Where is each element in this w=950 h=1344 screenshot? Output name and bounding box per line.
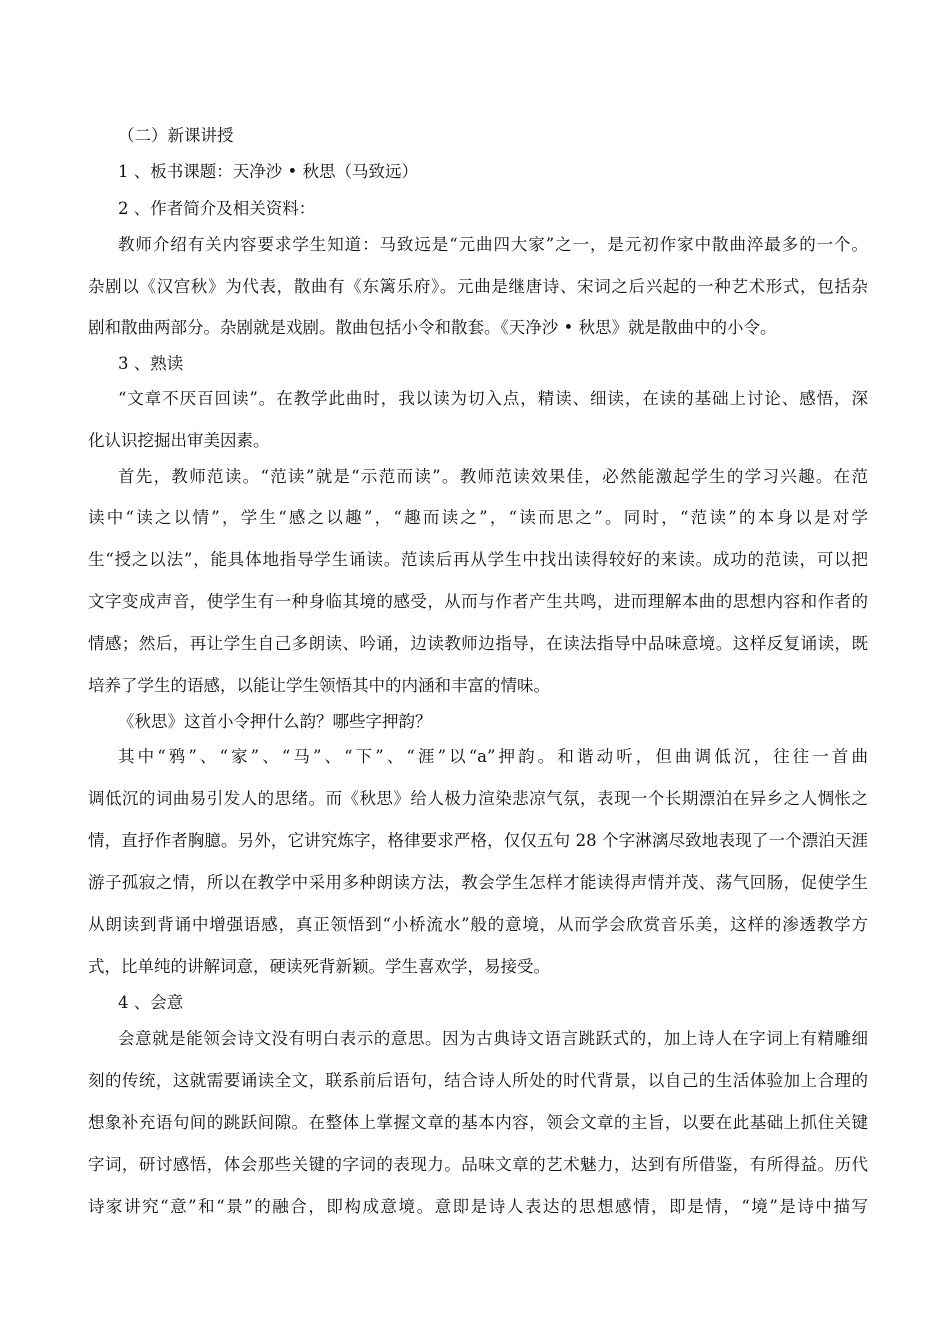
paragraph-line: 式，比单纯的讲解词意，硬读死背新颖。学生喜欢学，易接受。 — [88, 957, 550, 976]
paragraph-line: 情感；然后，再让学生自己多朗读、吟诵，边读教师边指导，在读法指导中品味意境。这样反复诵读，既 — [88, 634, 868, 653]
paragraph-line: 文字变成声音，使学生有一种身临其境的感受，从而与作者产生共鸣，进而理解本曲的思想内容和作者的 — [88, 592, 868, 611]
paragraph-line: 调低沉的词曲易引发人的思绪。而《秋思》给人极力渲染悲凉气氛，表现一个长期漂泊在异乡之人惆怅之 — [88, 789, 868, 808]
paragraph-line: 会意就是能领会诗文没有明白表示的意思。因为古典诗文语言跳跃式的，加上诗人在字词上有精雕细 — [118, 1029, 868, 1048]
paragraph-line: 读中“读之以情”，学生“感之以趣”，“趣而读之”，“读而思之”。同时，“范读”的本身以是对学 — [88, 508, 868, 527]
section-heading: （二）新课讲授 — [118, 126, 234, 145]
paragraph-line: 其中“鸦”、“家”、“马”、“下”、“涯”以“a”押韵。和谐动听，但曲调低沉，往往一首曲 — [118, 747, 868, 766]
paragraph-line: 化认识挖掘出审美因素。 — [88, 431, 270, 450]
paragraph-line: 杂剧以《汉宫秋》为代表，散曲有《东篱乐府》。元曲是继唐诗、宋词之后兴起的一种艺术形式，包括杂 — [88, 277, 868, 296]
paragraph-line: 剧和散曲两部分。杂剧就是戏剧。散曲包括小令和散套。《天净沙 • 秋思》就是散曲中的小令。 — [88, 318, 777, 337]
paragraph-line: 字词，研讨感悟，体会那些关键的字词的表现力。品味文章的艺术魅力，达到有所借鉴，有所得益。历代 — [88, 1155, 868, 1174]
paragraph-line: 培养了学生的语感，以能让学生领悟其中的内涵和丰富的情味。 — [88, 676, 550, 695]
rhyme-question: 《秋思》这首小令押什么韵？哪些字押韵？ — [118, 712, 432, 731]
paragraph-line: 想象补充语句间的跳跃间隙。在整体上掌握文章的基本内容，领会文章的主旨，以要在此基础上抓住关键 — [88, 1113, 868, 1132]
paragraph-line: 教师介绍有关内容要求学生知道：马致远是“元曲四大家”之一，是元初作家中散曲淬最多的一个。 — [118, 235, 868, 254]
paragraph-line: 情，直抒作者胸臆。另外，它讲究炼字，格律要求严格，仅仅五句 28 个字淋漓尽致地表现了一个漂泊天涯 — [88, 831, 868, 850]
paragraph-line: 诗家讲究“意”和“景”的融合，即构成意境。意即是诗人表达的思想感情，即是情，“境”是诗中描写 — [88, 1197, 868, 1216]
item-board-title: 1 、板书课题：天净沙 • 秋思（马致远） — [118, 162, 418, 181]
paragraph-line: 游子孤寂之情，所以在教学中采用多种朗读方法，教会学生怎样才能读得声情并茂、荡气回肠，促使学生 — [88, 873, 868, 892]
paragraph-line: 生“授之以法”，能具体地指导学生诵读。范读后再从学生中找出读得较好的来读。成功的范读，可以把 — [88, 550, 868, 569]
item-comprehension: 4 、会意 — [118, 993, 184, 1012]
paragraph-line: 刻的传统，这就需要诵读全文，联系前后语句，结合诗人所处的时代背景，以自己的生活体验加上合理的 — [88, 1071, 868, 1090]
item-author-intro: 2 、作者简介及相关资料： — [118, 199, 316, 218]
paragraph-line: 首先，教师范读。“范读”就是“示范而读”。教师范读效果佳，必然能激起学生的学习兴趣。在范 — [118, 467, 868, 486]
paragraph-line: “文章不厌百回读”。在教学此曲时，我以读为切入点，精读、细读，在读的基础上讨论、感悟，深 — [118, 389, 868, 408]
item-reading: 3 、熟读 — [118, 354, 184, 373]
paragraph-line: 从朗读到背诵中增强语感，真正领悟到“小桥流水”般的意境，从而学会欣赏音乐美，这样的渗透教学方 — [88, 915, 868, 934]
